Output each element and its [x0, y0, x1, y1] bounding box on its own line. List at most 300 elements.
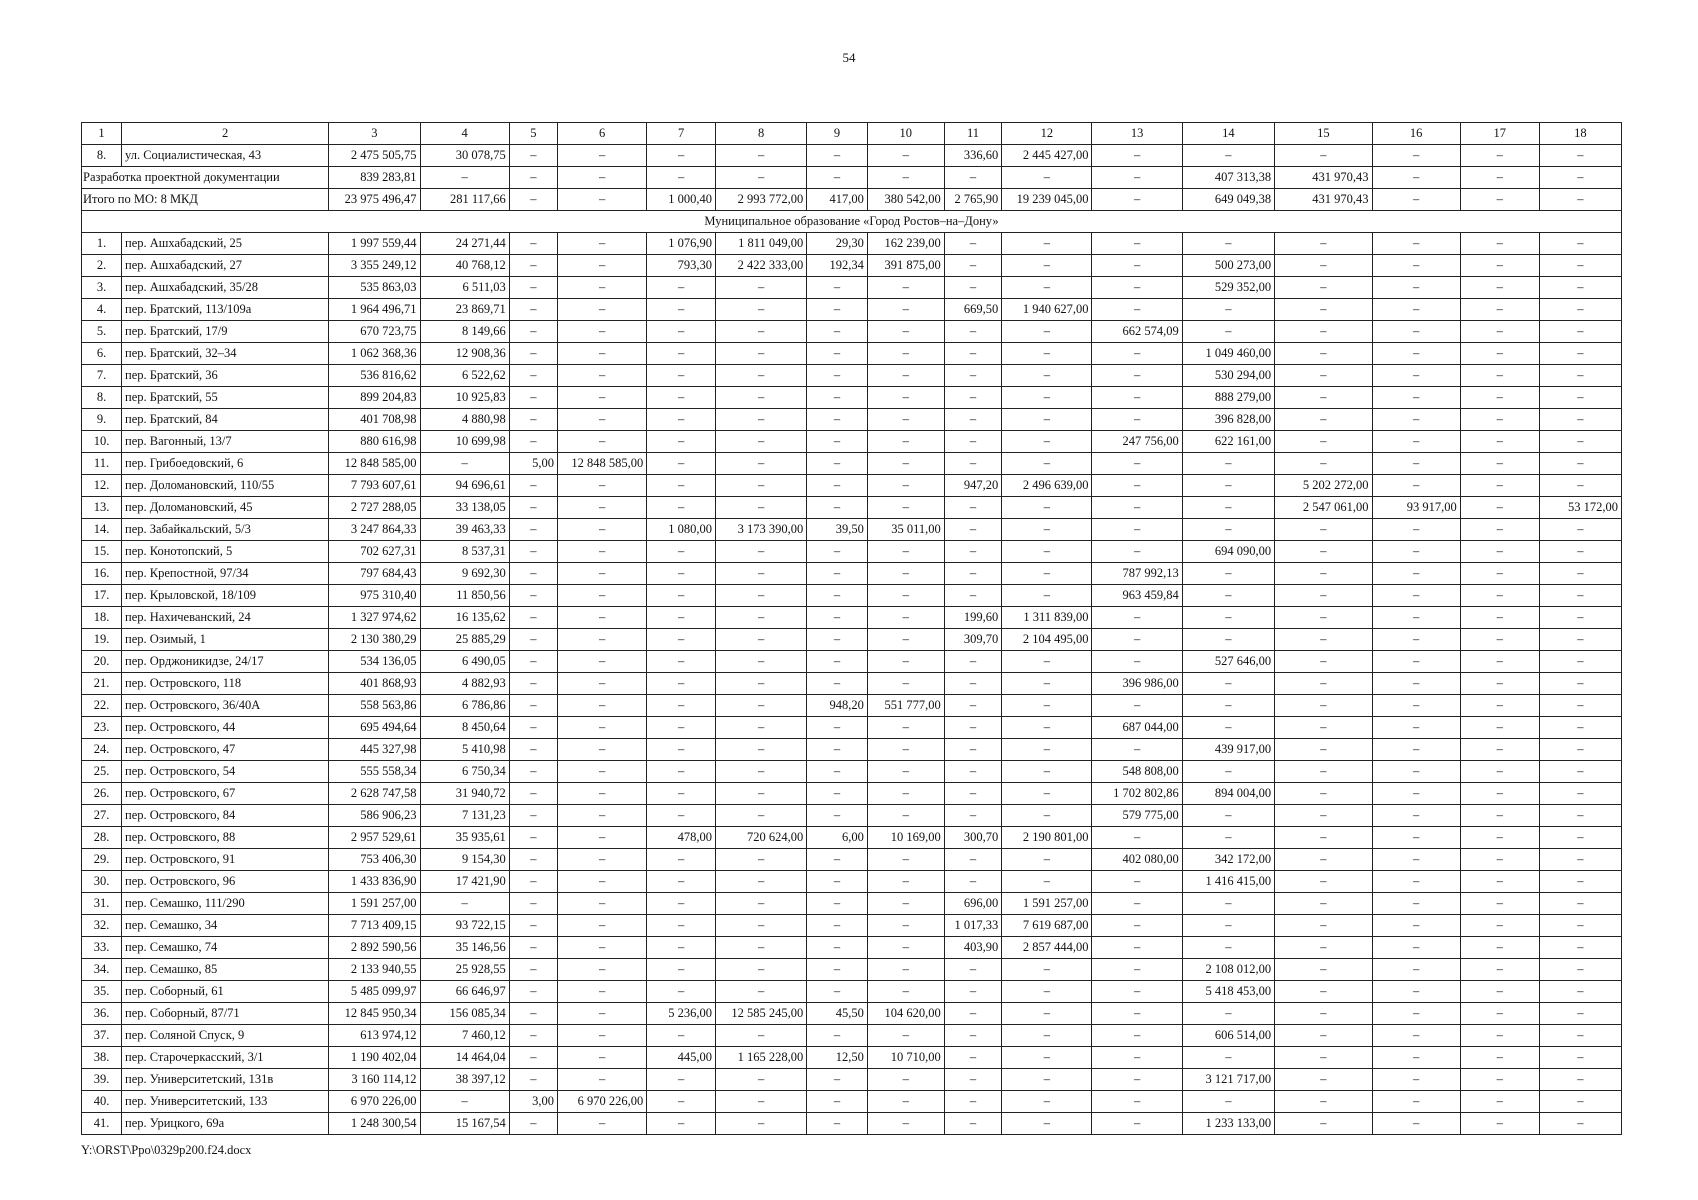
- table-cell: –: [1372, 849, 1460, 871]
- table-cell: –: [1275, 783, 1372, 805]
- table-cell: 1 811 049,00: [715, 233, 806, 255]
- table-cell: –: [1002, 343, 1092, 365]
- table-cell: 38 397,12: [420, 1069, 509, 1091]
- table-cell: 281 117,66: [420, 189, 509, 211]
- table-cell: пер. Крыловской, 18/109: [122, 585, 329, 607]
- table-cell: –: [1372, 673, 1460, 695]
- table-cell: –: [647, 453, 716, 475]
- table-cell: –: [1275, 233, 1372, 255]
- table-cell: –: [509, 1003, 557, 1025]
- table-cell: –: [558, 1113, 647, 1135]
- table-cell: –: [1182, 1091, 1274, 1113]
- table-cell: 720 624,00: [715, 827, 806, 849]
- table-cell: –: [1460, 431, 1539, 453]
- table-cell: –: [1372, 541, 1460, 563]
- table-cell: 622 161,00: [1182, 431, 1274, 453]
- table-cell: –: [1092, 607, 1182, 629]
- table-cell: –: [1539, 233, 1621, 255]
- table-cell: –: [1460, 343, 1539, 365]
- table-cell: 2 445 427,00: [1002, 145, 1092, 167]
- table-row: [82, 827, 1622, 849]
- table-row: [82, 541, 1622, 563]
- table-cell: 1 433 836,90: [329, 871, 420, 893]
- table-cell: 25 928,55: [420, 959, 509, 981]
- table-cell: ул. Социалистическая, 43: [122, 145, 329, 167]
- table-cell: –: [867, 893, 944, 915]
- table-cell: –: [807, 761, 868, 783]
- table-cell: –: [944, 805, 1001, 827]
- table-cell: 5 236,00: [647, 1003, 716, 1025]
- table-row: [82, 651, 1622, 673]
- table-cell: –: [944, 453, 1001, 475]
- table-cell: –: [1182, 1003, 1274, 1025]
- table-cell: –: [1539, 343, 1621, 365]
- table-cell: 16.: [82, 563, 122, 585]
- table-cell: 23.: [82, 717, 122, 739]
- table-cell: –: [1275, 849, 1372, 871]
- table-cell: 12 585 245,00: [715, 1003, 806, 1025]
- table-cell: –: [1539, 167, 1621, 189]
- table-cell: –: [807, 629, 868, 651]
- table-cell: 9 692,30: [420, 563, 509, 585]
- table-cell: –: [1002, 233, 1092, 255]
- table-cell: –: [807, 475, 868, 497]
- table-row: [82, 453, 1622, 475]
- table-cell: –: [715, 563, 806, 585]
- table-cell: –: [647, 893, 716, 915]
- table-cell: –: [715, 1025, 806, 1047]
- table-cell: –: [647, 607, 716, 629]
- table-cell: –: [509, 563, 557, 585]
- table-cell: –: [1182, 673, 1274, 695]
- table-cell: –: [1002, 1113, 1092, 1135]
- table-cell: 40.: [82, 1091, 122, 1113]
- table-cell: –: [1539, 189, 1621, 211]
- table-cell: –: [1002, 739, 1092, 761]
- table-cell: –: [1460, 387, 1539, 409]
- table-row: [82, 915, 1622, 937]
- table-cell: –: [1275, 365, 1372, 387]
- column-header-cell: 17: [1460, 123, 1539, 145]
- table-cell: –: [1539, 739, 1621, 761]
- table-cell: –: [420, 453, 509, 475]
- table-cell: –: [1372, 915, 1460, 937]
- table-cell: –: [1539, 277, 1621, 299]
- table-cell: –: [944, 255, 1001, 277]
- table-cell: –: [944, 739, 1001, 761]
- table-cell: –: [509, 321, 557, 343]
- table-cell: –: [1372, 1025, 1460, 1047]
- table-cell: –: [509, 1113, 557, 1135]
- table-cell: –: [647, 365, 716, 387]
- table-cell: –: [1460, 827, 1539, 849]
- table-cell: –: [1002, 805, 1092, 827]
- table-cell: –: [867, 1091, 944, 1113]
- table-cell: пер. Братский, 32–34: [122, 343, 329, 365]
- table-cell: –: [867, 651, 944, 673]
- table-cell: 12.: [82, 475, 122, 497]
- table-cell: –: [944, 673, 1001, 695]
- table-cell: пер. Островского, 96: [122, 871, 329, 893]
- table-cell: –: [1460, 849, 1539, 871]
- column-header-cell: 4: [420, 123, 509, 145]
- table-cell: 6 970 226,00: [558, 1091, 647, 1113]
- table-cell: –: [1372, 475, 1460, 497]
- table-cell: –: [1460, 673, 1539, 695]
- table-cell: –: [509, 827, 557, 849]
- table-cell: –: [944, 233, 1001, 255]
- table-cell: –: [1092, 915, 1182, 937]
- table-cell: –: [509, 651, 557, 673]
- table-cell: –: [1539, 1047, 1621, 1069]
- table-cell: –: [867, 1025, 944, 1047]
- table-cell: –: [1275, 695, 1372, 717]
- table-cell: 439 917,00: [1182, 739, 1274, 761]
- table-cell: –: [715, 475, 806, 497]
- table-cell: пер. Островского, 91: [122, 849, 329, 871]
- table-cell: –: [715, 871, 806, 893]
- table-cell: –: [1182, 717, 1274, 739]
- table-cell: –: [647, 541, 716, 563]
- table-cell: –: [1002, 409, 1092, 431]
- table-cell: –: [715, 387, 806, 409]
- table-cell: –: [1460, 321, 1539, 343]
- table-cell: 8 537,31: [420, 541, 509, 563]
- table-cell: –: [509, 189, 557, 211]
- table-cell: –: [1539, 805, 1621, 827]
- table-cell: 9.: [82, 409, 122, 431]
- table-cell: –: [558, 937, 647, 959]
- table-cell: –: [558, 167, 647, 189]
- table-cell: –: [1460, 453, 1539, 475]
- table-cell: –: [807, 849, 868, 871]
- table-cell: 396 986,00: [1092, 673, 1182, 695]
- table-cell: –: [1092, 827, 1182, 849]
- table-cell: –: [807, 321, 868, 343]
- table-cell: –: [867, 937, 944, 959]
- table-row: [82, 673, 1622, 695]
- table-row: [82, 255, 1622, 277]
- table-cell: –: [558, 1003, 647, 1025]
- table-cell: –: [509, 475, 557, 497]
- table-cell: –: [647, 673, 716, 695]
- table-cell: –: [715, 739, 806, 761]
- table-cell: –: [1182, 145, 1274, 167]
- table-cell: 6.: [82, 343, 122, 365]
- table-cell: –: [647, 805, 716, 827]
- column-header-cell: 11: [944, 123, 1001, 145]
- table-cell: –: [867, 915, 944, 937]
- table-cell: пер. Старочеркасский, 3/1: [122, 1047, 329, 1069]
- table-cell: –: [867, 387, 944, 409]
- table-cell: –: [867, 959, 944, 981]
- table-cell: 1 591 257,00: [329, 893, 420, 915]
- table-cell: –: [1372, 255, 1460, 277]
- table-cell: 403,90: [944, 937, 1001, 959]
- table-cell: –: [715, 145, 806, 167]
- table-cell: –: [944, 497, 1001, 519]
- table-cell: 947,20: [944, 475, 1001, 497]
- table-cell: пер. Братский, 113/109а: [122, 299, 329, 321]
- table-cell: 23 975 496,47: [329, 189, 420, 211]
- table-cell: 10.: [82, 431, 122, 453]
- table-cell: –: [1092, 695, 1182, 717]
- table-cell: –: [1275, 1025, 1372, 1047]
- table-cell: пер. Соляной Спуск, 9: [122, 1025, 329, 1047]
- table-cell: –: [1275, 277, 1372, 299]
- table-cell: 3 160 114,12: [329, 1069, 420, 1091]
- table-cell: –: [1275, 805, 1372, 827]
- table-cell: –: [1460, 695, 1539, 717]
- table-cell: –: [1539, 365, 1621, 387]
- table-cell: –: [509, 409, 557, 431]
- table-cell: –: [1460, 805, 1539, 827]
- table-cell: –: [509, 1025, 557, 1047]
- table-cell: –: [715, 915, 806, 937]
- table-cell: 30 078,75: [420, 145, 509, 167]
- table-cell: –: [509, 255, 557, 277]
- table-cell: –: [1092, 1091, 1182, 1113]
- table-cell: –: [807, 893, 868, 915]
- table-cell: 2 475 505,75: [329, 145, 420, 167]
- table-cell: –: [647, 629, 716, 651]
- table-cell: –: [509, 365, 557, 387]
- table-row: [82, 365, 1622, 387]
- table-cell: 12 848 585,00: [558, 453, 647, 475]
- table-cell: пер. Братский, 55: [122, 387, 329, 409]
- table-cell: 2 993 772,00: [715, 189, 806, 211]
- table-cell: –: [647, 475, 716, 497]
- table-cell: –: [1092, 1113, 1182, 1135]
- table-cell: 16 135,62: [420, 607, 509, 629]
- table-cell: –: [1372, 563, 1460, 585]
- table-cell: –: [1182, 629, 1274, 651]
- table-cell: 793,30: [647, 255, 716, 277]
- table-cell: –: [867, 453, 944, 475]
- table-cell: –: [1460, 871, 1539, 893]
- table-cell: пер. Братский, 36: [122, 365, 329, 387]
- table-cell: –: [647, 167, 716, 189]
- table-cell: –: [558, 277, 647, 299]
- table-cell: 3 355 249,12: [329, 255, 420, 277]
- table-cell: –: [1372, 739, 1460, 761]
- table-cell: –: [1460, 1091, 1539, 1113]
- table-cell: –: [1539, 651, 1621, 673]
- table-cell: 555 558,34: [329, 761, 420, 783]
- table-cell: 649 049,38: [1182, 189, 1274, 211]
- table-cell: –: [1460, 1003, 1539, 1025]
- table-cell: –: [1372, 629, 1460, 651]
- table-cell: –: [1182, 607, 1274, 629]
- table-cell: –: [944, 695, 1001, 717]
- table-cell: 11 850,56: [420, 585, 509, 607]
- table-cell: –: [647, 937, 716, 959]
- table-cell: –: [715, 585, 806, 607]
- table-cell: 11.: [82, 453, 122, 475]
- table-cell: –: [509, 585, 557, 607]
- table-cell: –: [807, 497, 868, 519]
- table-cell: 10 925,83: [420, 387, 509, 409]
- table-cell: –: [1372, 937, 1460, 959]
- table-cell: 12 908,36: [420, 343, 509, 365]
- table-cell: 29.: [82, 849, 122, 871]
- table-cell: –: [1275, 299, 1372, 321]
- table-cell: 35 011,00: [867, 519, 944, 541]
- table-cell: 17 421,90: [420, 871, 509, 893]
- table-cell: –: [715, 937, 806, 959]
- table-cell: –: [558, 387, 647, 409]
- table-cell: 1 702 802,86: [1092, 783, 1182, 805]
- table-cell: –: [944, 849, 1001, 871]
- table-cell: 396 828,00: [1182, 409, 1274, 431]
- table-cell: –: [1539, 695, 1621, 717]
- table-cell: –: [1539, 937, 1621, 959]
- table-cell: –: [1372, 431, 1460, 453]
- table-cell: 34.: [82, 959, 122, 981]
- table-cell: –: [807, 299, 868, 321]
- table-cell: –: [1539, 1091, 1621, 1113]
- table-cell: 380 542,00: [867, 189, 944, 211]
- table-cell: –: [509, 541, 557, 563]
- table-cell: –: [1539, 717, 1621, 739]
- table-cell: –: [558, 761, 647, 783]
- table-cell: –: [1002, 673, 1092, 695]
- table-cell: –: [558, 805, 647, 827]
- table-cell: –: [1539, 431, 1621, 453]
- table-cell: 6 750,34: [420, 761, 509, 783]
- table-cell: –: [1275, 563, 1372, 585]
- data-table: [81, 122, 1622, 1135]
- table-cell: –: [1460, 1069, 1539, 1091]
- table-cell: –: [558, 607, 647, 629]
- table-cell: –: [558, 1069, 647, 1091]
- table-cell: 1 997 559,44: [329, 233, 420, 255]
- table-cell: 5 410,98: [420, 739, 509, 761]
- table-cell: –: [1372, 827, 1460, 849]
- table-cell: 8 149,66: [420, 321, 509, 343]
- table-cell: 963 459,84: [1092, 585, 1182, 607]
- table-cell: –: [509, 343, 557, 365]
- table-cell: 613 974,12: [329, 1025, 420, 1047]
- table-cell: –: [1275, 959, 1372, 981]
- table-cell: 534 136,05: [329, 651, 420, 673]
- table-cell: –: [509, 673, 557, 695]
- table-cell: 300,70: [944, 827, 1001, 849]
- table-cell: –: [944, 343, 1001, 365]
- table-cell: –: [1460, 563, 1539, 585]
- table-cell: 401 708,98: [329, 409, 420, 431]
- table-cell: –: [558, 871, 647, 893]
- table-cell: –: [1460, 1025, 1539, 1047]
- table-cell: 948,20: [807, 695, 868, 717]
- table-cell: 530 294,00: [1182, 365, 1274, 387]
- table-cell: 529 352,00: [1182, 277, 1274, 299]
- table-cell: –: [715, 695, 806, 717]
- table-cell: –: [647, 761, 716, 783]
- table-cell: 10 699,98: [420, 431, 509, 453]
- table-cell: –: [647, 343, 716, 365]
- table-cell: пер. Братский, 84: [122, 409, 329, 431]
- table-cell: 32.: [82, 915, 122, 937]
- table-cell: 558 563,86: [329, 695, 420, 717]
- table-cell: –: [1539, 519, 1621, 541]
- table-cell: пер. Островского, 44: [122, 717, 329, 739]
- table-cell: 1 062 368,36: [329, 343, 420, 365]
- table-cell: –: [1460, 585, 1539, 607]
- table-cell: –: [867, 277, 944, 299]
- table-cell: –: [1275, 453, 1372, 475]
- table-cell: 2 547 061,00: [1275, 497, 1372, 519]
- table-cell: –: [1092, 255, 1182, 277]
- table-cell: –: [1275, 673, 1372, 695]
- table-cell: 3 173 390,00: [715, 519, 806, 541]
- table-cell: –: [558, 145, 647, 167]
- table-cell: –: [509, 299, 557, 321]
- table-row: [82, 761, 1622, 783]
- table-cell: 39.: [82, 1069, 122, 1091]
- section-title: Муниципальное образование «Город Ростов–на–Дону»: [82, 211, 1622, 233]
- table-cell: –: [647, 1113, 716, 1135]
- column-header-cell: 15: [1275, 123, 1372, 145]
- table-cell: –: [1002, 1069, 1092, 1091]
- table-cell: –: [1539, 475, 1621, 497]
- table-cell: 606 514,00: [1182, 1025, 1274, 1047]
- table-cell: –: [867, 981, 944, 1003]
- table-cell: 3,00: [509, 1091, 557, 1113]
- table-cell: –: [1460, 167, 1539, 189]
- table-cell: –: [1539, 453, 1621, 475]
- table-cell: –: [715, 783, 806, 805]
- table-cell: 19 239 045,00: [1002, 189, 1092, 211]
- table-cell: 5 418 453,00: [1182, 981, 1274, 1003]
- column-header-cell: 2: [122, 123, 329, 145]
- table-cell: –: [1460, 475, 1539, 497]
- table-cell: –: [509, 607, 557, 629]
- table-cell: –: [807, 541, 868, 563]
- table-cell: –: [1275, 1069, 1372, 1091]
- table-cell: –: [509, 915, 557, 937]
- table-cell: –: [1460, 255, 1539, 277]
- table-cell: 2 496 639,00: [1002, 475, 1092, 497]
- table-row: [82, 563, 1622, 585]
- table-cell: –: [715, 343, 806, 365]
- table-row: [82, 849, 1622, 871]
- table-cell: 18.: [82, 607, 122, 629]
- table-cell: –: [509, 783, 557, 805]
- table-cell: –: [1539, 255, 1621, 277]
- table-cell: –: [558, 321, 647, 343]
- table-cell: –: [867, 497, 944, 519]
- table-cell: –: [558, 783, 647, 805]
- table-cell: 3.: [82, 277, 122, 299]
- table-cell: –: [1182, 585, 1274, 607]
- table-cell: –: [558, 827, 647, 849]
- table-cell: –: [558, 959, 647, 981]
- table-cell: –: [1372, 981, 1460, 1003]
- table-cell: –: [1182, 827, 1274, 849]
- table-cell: –: [944, 1091, 1001, 1113]
- table-cell: –: [647, 563, 716, 585]
- table-cell: –: [1182, 233, 1274, 255]
- table-cell: –: [715, 651, 806, 673]
- table-cell: 1 233 133,00: [1182, 1113, 1274, 1135]
- table-cell: –: [807, 365, 868, 387]
- table-cell: 975 310,40: [329, 585, 420, 607]
- table-cell: пер. Соборный, 61: [122, 981, 329, 1003]
- table-cell: –: [867, 1113, 944, 1135]
- table-row: [82, 233, 1622, 255]
- column-header-cell: 13: [1092, 123, 1182, 145]
